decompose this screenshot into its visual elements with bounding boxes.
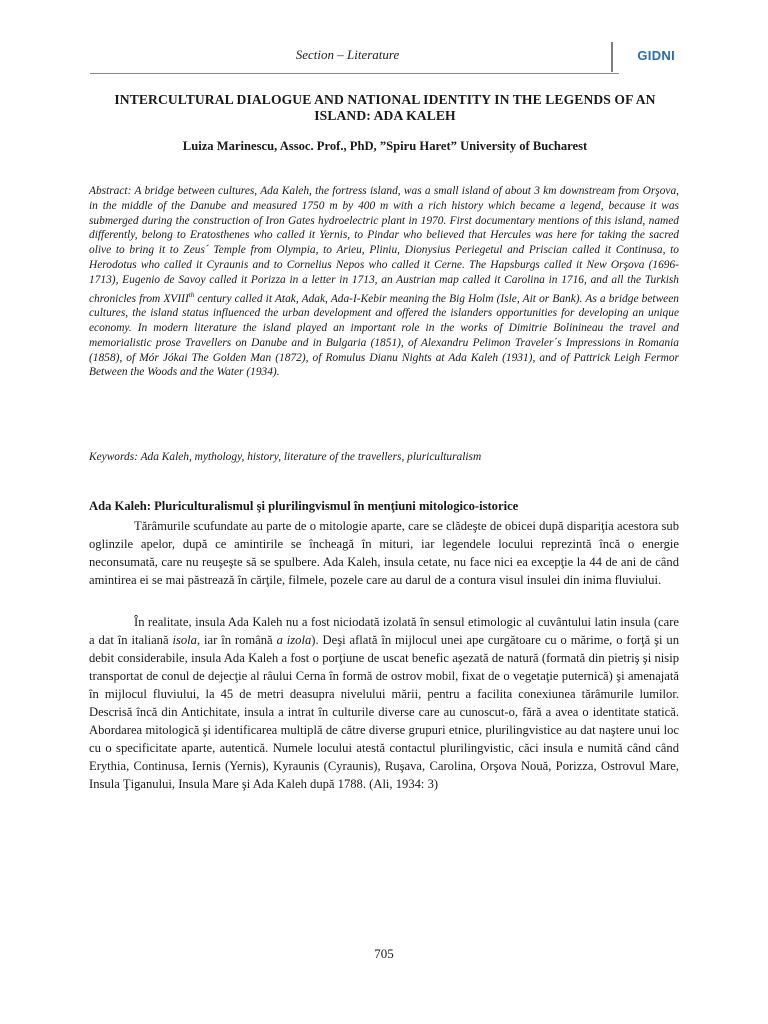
journal-brand: GIDNI — [637, 48, 675, 63]
paragraph-1-text: Tărâmurile scufundate au parte de o mitologie aparte, care se clădeşte de obicei după dispariţia acestora sub oglinzile apelor, după ce amintirile se încheagă în mituri, iar legendele locului reprezintă încă o energie neconsumată, care nu reuşeşte să se spulbere. Ada Kaleh, insula cetate, nu face nici ea excepţie la 44 de ani de când amintirea ei se mai păstrează în cărţile, filmele, pozele care au darul de a contura visul insulei din inima fluviului. — [89, 519, 679, 587]
paragraph-2-text-3: ). Deşi aflată în mijlocul unei ape curgătoare cu o mărime, o forţă şi un debit considerabile, insula Ada Kaleh a fost o porţiune de uscat benefic aşezată de natură (formată din pietriş şi nisip transportat de conul de dejecţie al râului Cerna în formă de ostrov mobil, fixat de o vegetaţie puternică) şi amenajată în mijlocul fluviului, la 45 de metri deasupra nivelului mării, pentru a facilita conexiunea tărâmurile lumilor. Descrisă încă din Antichitate, insula a intrat în culturile diverse care au cunoscut-o, fără a avea o identitate statică. Abordarea mitologică şi identificarea multiplă de către diverse grupuri etnice, plurilingvistice au dat naştere unui loc cu o specificitate aparte, autentică. Numele locului atestă contactul plurilingvistic, căci insula e numită când când Erythia, Continusa, Iernis (Yernis), Kyraunis (Cyraunis), Ruşava, Carolina, Orşova Nouă, Porizza, Ostrovul Mare, Insula Ţiganului, Insula Mare şi Ada Kaleh după 1788. (Ali, 1934: 3) — [89, 633, 679, 791]
page-number: 705 — [374, 946, 394, 961]
keywords: Keywords: Ada Kaleh, mythology, history, literature of the travellers, pluriculturalism — [89, 451, 482, 463]
paragraph-2-italic-2: a izola — [276, 633, 312, 647]
paragraph-2-text-2: , iar în română — [196, 633, 277, 647]
abstract-text-1: Abstract: A bridge between cultures, Ada Kaleh, the fortress island, was a small island of about 3 km downstream from Orşova, in the middle of the Danube and measured 1750 m by 400 m with a rich history which became a legend, because it was submerged during the construction of Iron Gates hydroelectric plant in 1970. First documentary mentions of this island, named differently, belong to Eratosthenes who called it Yernis, to Pindar who believed that Hercules was here for taking the sacred olive to bring it to Zeus´ Temple from Olympia, to Arieu, Pliniu, Dionysius Periegetul and Priscian called it Continusa, to Herodotus who called it Cyraunis and to Cornelius Nepos who called it Cerne. The Hapsburgs called it New Orşova (1696-1713), Eugenio de Savoy called it Porizza in a letter in 1713, an Austrian map called it Carolina in 1716, and all the Turkish chronicles from XVIII — [89, 185, 679, 305]
header-section-label: Section – Literature — [295, 47, 400, 62]
body-paragraph-2 — [89, 613, 679, 793]
paper-author: Luiza Marinescu, Assoc. Prof., PhD, ”Spiru Haret” University of Bucharest — [182, 139, 588, 153]
paper-title: INTERCULTURAL DIALOGUE AND NATIONAL IDENTITY IN THE LEGENDS OF AN ISLAND: ADA KALEH — [114, 92, 656, 123]
paragraph-2-italic-1: isola — [172, 633, 197, 647]
section-heading: Ada Kaleh: Pluriculturalismul şi plurilingvismul în menţiuni mitologico-istorice — [89, 499, 519, 513]
paragraph-2-text-1: În realitate, insula Ada Kaleh nu a fost niciodată izolată în sensul etimologic al cuvântului latin insula (care a dat în italiană — [89, 615, 679, 647]
header-divider — [611, 42, 613, 72]
body-paragraph-1 — [89, 517, 679, 589]
abstract — [89, 184, 679, 380]
header-rule — [90, 73, 619, 74]
abstract-text-2: century called it Atak, Adak, Ada-I-Kebir meaning the Big Holm (Isle, Ait or Bank). As a bridge between cultures, the island status influenced the urban development and offered the islanders opportunities for developing an unique economy. In modern literature the island played an important role in the works of Dimitrie Bolinineau the travel and memorialistic prose Travellers on Danube and in Bulgaria (1851), of Alexandru Pelimon Traveler´s Impressions in Romania (1858), of Mór Jókai The Golden Man (1872), of Romulus Dianu Nights at Ada Kaleh (1931), and of Pattrick Leigh Fermor Between the Woods and the Water (1934). — [89, 292, 679, 379]
abstract-superscript: th — [188, 290, 195, 299]
running-header — [90, 38, 675, 74]
